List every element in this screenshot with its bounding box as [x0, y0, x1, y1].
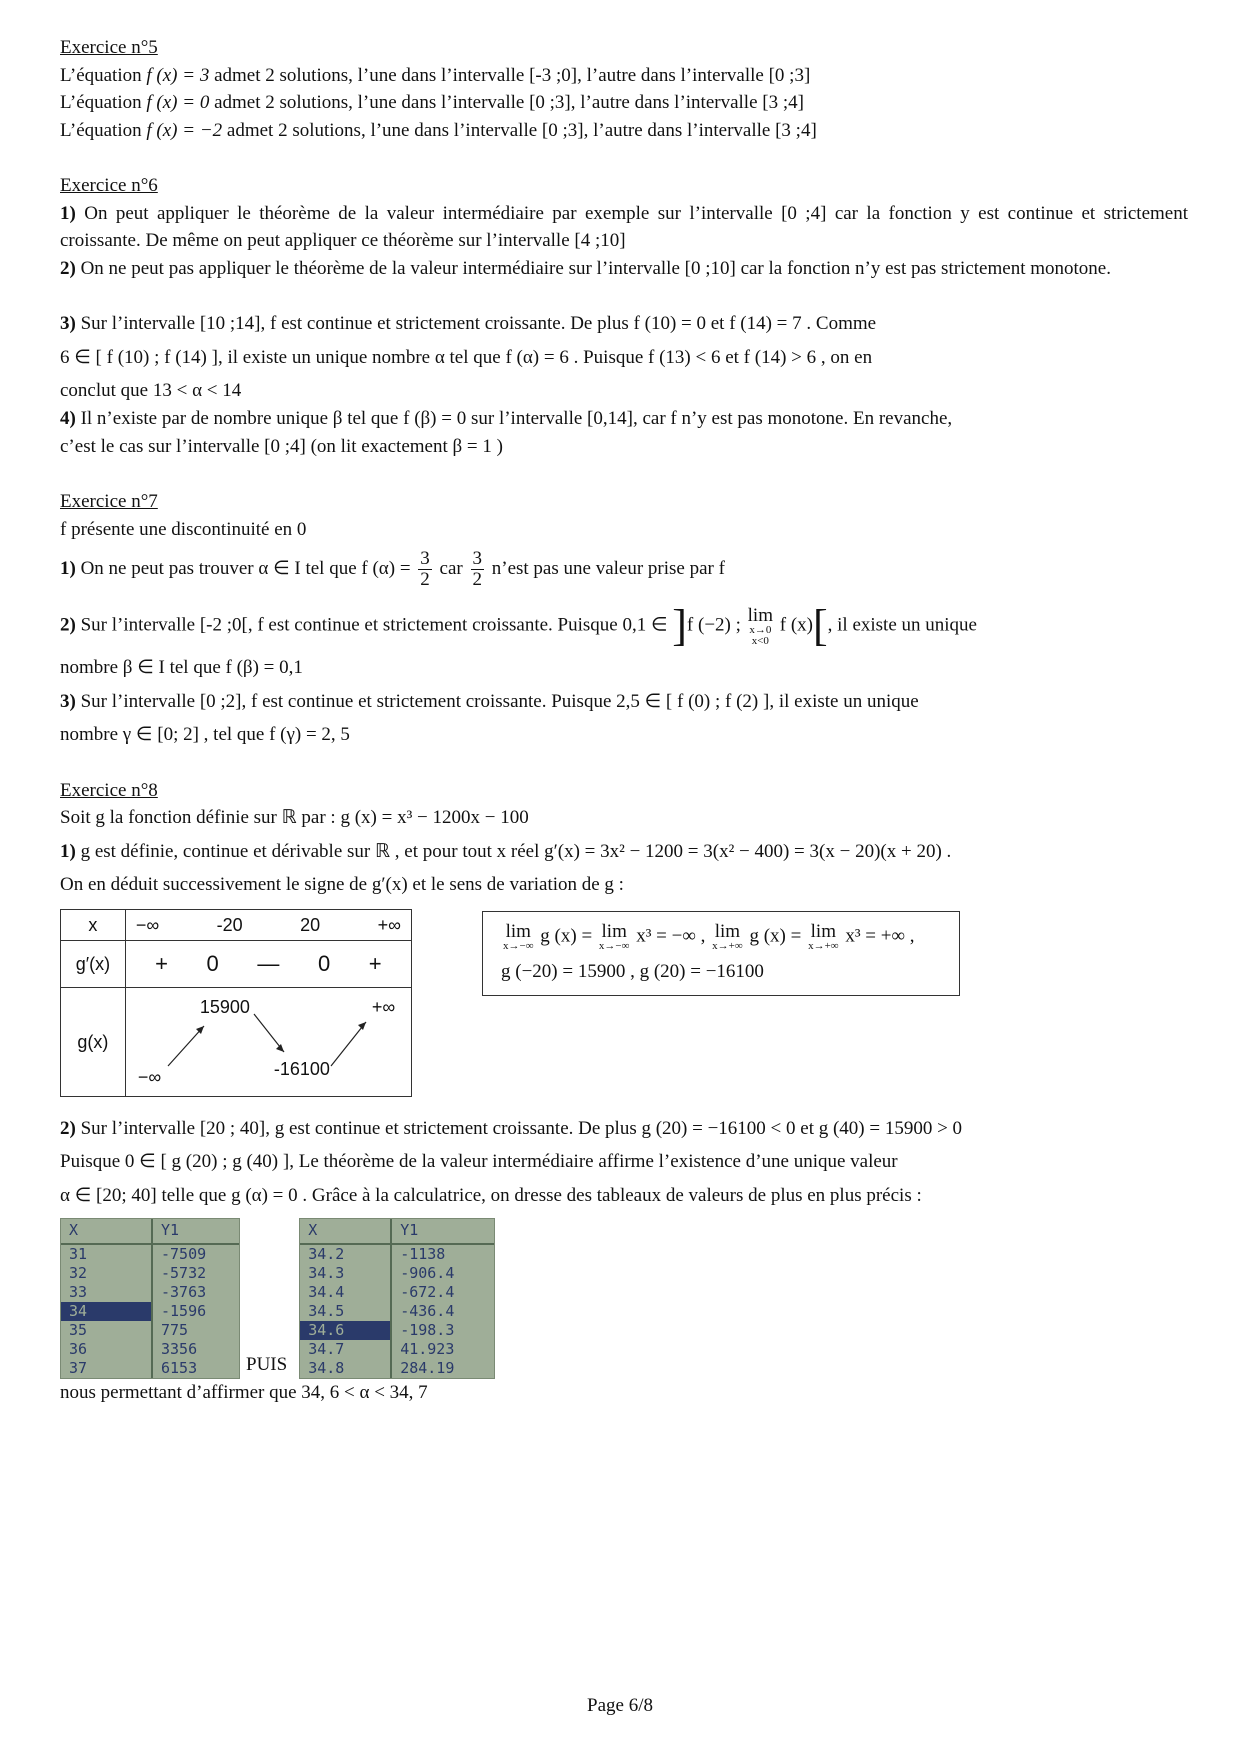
variation-arrows: [126, 988, 412, 1096]
limit: lim x→0 x<0: [747, 604, 773, 647]
exercise-6: [60, 172, 1188, 460]
exercise-title: Exercice n°5: [60, 37, 158, 58]
g-label: g(x): [61, 987, 126, 1096]
ex8-intro: Soit g la fonction définie sur ℝ par : g (x) = x³ − 1200x − 100: [60, 807, 529, 829]
exercise-8: [60, 777, 1188, 1406]
fraction: $\frac{3}{2}$: [472, 548, 482, 591]
sign: +: [155, 950, 168, 976]
ex6-part-4-line-2: c’est le cas sur l’intervalle [0 ;4] (on lit exactement β = 1 ): [60, 435, 503, 457]
ex7-part-2-line-2: nombre β ∈ I tel que f (β) = 0,1: [60, 657, 303, 679]
g-end: +∞: [371, 996, 396, 1017]
ex5-line: L’équation f (x) = −2 admet 2 solutions, l’une dans l’intervalle [0 ;3], l’autre dans l’intervalle [3 ;4]: [60, 119, 817, 141]
ex5-line: L’équation f (x) = 0 admet 2 solutions, l’une dans l’intervalle [0 ;3], l’autre dans l’intervalle [3 ;4]: [60, 92, 804, 114]
ex6-part-3: 3) Sur l’intervalle [10 ;14], f est continue et strictement croissante. De plus f (10) = 0 et f (14) = 7 . Comme: [60, 313, 877, 335]
ex6-part-4: 4) Il n’existe par de nombre unique β tel que f (β) = 0 sur l’intervalle [0,14], car f n’y est pas monotone. En revanche,: [60, 408, 953, 430]
limits-box: lim x→−∞ g (x) = lim x→−∞ x³ = −∞ , lim x→+∞ g (x) = lim x→+∞ x³ = +∞ , g (−20) = 15900 , g (20) = −16100: [482, 911, 960, 997]
sign: 0: [206, 950, 219, 976]
g-min: -16100: [273, 1058, 330, 1079]
g-start: −∞: [137, 1066, 162, 1087]
ex6-part-2: 2) On ne peut pas appliquer le théorème de la valeur intermédiaire sur l’intervalle [0 ;10] car la fonction n’y est pas strictement monotone.: [60, 257, 1111, 279]
fraction: $\frac{3}{2}$: [420, 548, 430, 591]
ex8-part-1: 1) g est définie, continue et dérivable sur ℝ , et pour tout x réel g′(x) = 3x² − 1200 = 3(x² − 400) = 3(x − 20)(x + 20) .: [60, 840, 952, 862]
ex7-part-2: 2) Sur l’intervalle [-2 ;0[, f est continue et strictement croissante. Puisque 0,1 ∈ ]f (−2) ; lim x→0 x<0 f (x)[, il existe un unique: [60, 601, 977, 651]
x-value: 20: [300, 914, 321, 935]
x-value: −∞: [135, 914, 160, 935]
ex8-part-2-line-2: Puisque 0 ∈ [ g (20) ; g (40) ], Le théorème de la valeur intermédiaire affirme l’existence d’une unique valeur: [60, 1151, 898, 1173]
calculator-table-1: X Y1 31 -7509 32 -5732 33 -3763 34 -1596 35 775 36 3356 37 6153: [60, 1218, 240, 1379]
ex6-part-3-line-2: 6 ∈ [ f (10) ; f (14) ], il existe un unique nombre α tel que f (α) = 6 . Puisque f (13) < 6 et f (14) > 6 , on en: [60, 346, 873, 368]
exercise-5: [60, 34, 1188, 144]
ex7-part-3-line-2: nombre γ ∈ [0; 2] , tel que f (γ) = 2, 5: [60, 724, 350, 746]
sign: —: [257, 950, 280, 976]
exercise-title: Exercice n°8: [60, 779, 158, 801]
page-content: [60, 34, 1188, 1420]
ex5-line: L’équation f (x) = 3 admet 2 solutions, l’une dans l’intervalle [-3 ;0], l’autre dans l’intervalle [0 ;3]: [60, 64, 811, 86]
puis-label: PUIS: [246, 1354, 288, 1375]
g-max: 15900: [199, 996, 250, 1017]
ex6-part-3-line-3: conclut que 13 < α < 14: [60, 380, 242, 402]
ex8-conclusion: nous permettant d’affirmer que 34, 6 < α < 34, 7: [60, 1381, 428, 1403]
sign: 0: [317, 950, 331, 976]
ex7-part-3: 3) Sur l’intervalle [0 ;2], f est continue et strictement croissante. Puisque 2,5 ∈ [ f (0) ; f (2) ], il existe un unique: [60, 690, 919, 712]
variation-table: [60, 909, 412, 1097]
x-label: x: [61, 909, 126, 940]
ex8-part-1-line-2: On en déduit successivement le signe de g′(x) et le sens de variation de g :: [60, 874, 624, 896]
sign: +: [368, 950, 382, 976]
ex8-part-2-line-3: α ∈ [20; 40] telle que g (α) = 0 . Grâce à la calculatrice, on dresse des tableaux de valeurs de plus en plus précis :: [60, 1185, 922, 1206]
ex6-part-1: 1) On peut appliquer le théorème de la valeur intermédiaire par exemple sur l’intervalle [0 ;4] car la fonction y est continue et strictement croissante. De même on peut appliquer ce théorème sur l’intervalle [4 ;10]: [60, 202, 1188, 252]
page-footer: Page 6/8: [587, 1695, 653, 1716]
exercise-title: Exercice n°6: [60, 175, 158, 197]
ex7-part-1: 1) On ne peut pas trouver α ∈ I tel que f (α) = $\frac{3}{2}$ car $\frac{3}{2}$ n’est pas une valeur prise par f: [60, 548, 725, 591]
ex7-intro: f présente une discontinuité en 0: [60, 518, 307, 540]
ex8-part-2: 2) Sur l’intervalle [20 ; 40], g est continue et strictement croissante. De plus g (20) = −16100 < 0 et g (40) = 15900 > 0: [60, 1117, 963, 1139]
sign-label: g′(x): [61, 940, 126, 987]
exercise-title: Exercice n°7: [60, 491, 158, 513]
calculator-table-2: X Y1 34.2 -1138 34.3 -906.4 34.4 -672.4 34.5 -436.4 34.6 -198.3 34.7 41.923 34.8 284.19: [299, 1218, 495, 1379]
exercise-7: [60, 488, 1188, 749]
x-value: +∞: [377, 914, 401, 935]
x-value: -20: [216, 914, 243, 935]
